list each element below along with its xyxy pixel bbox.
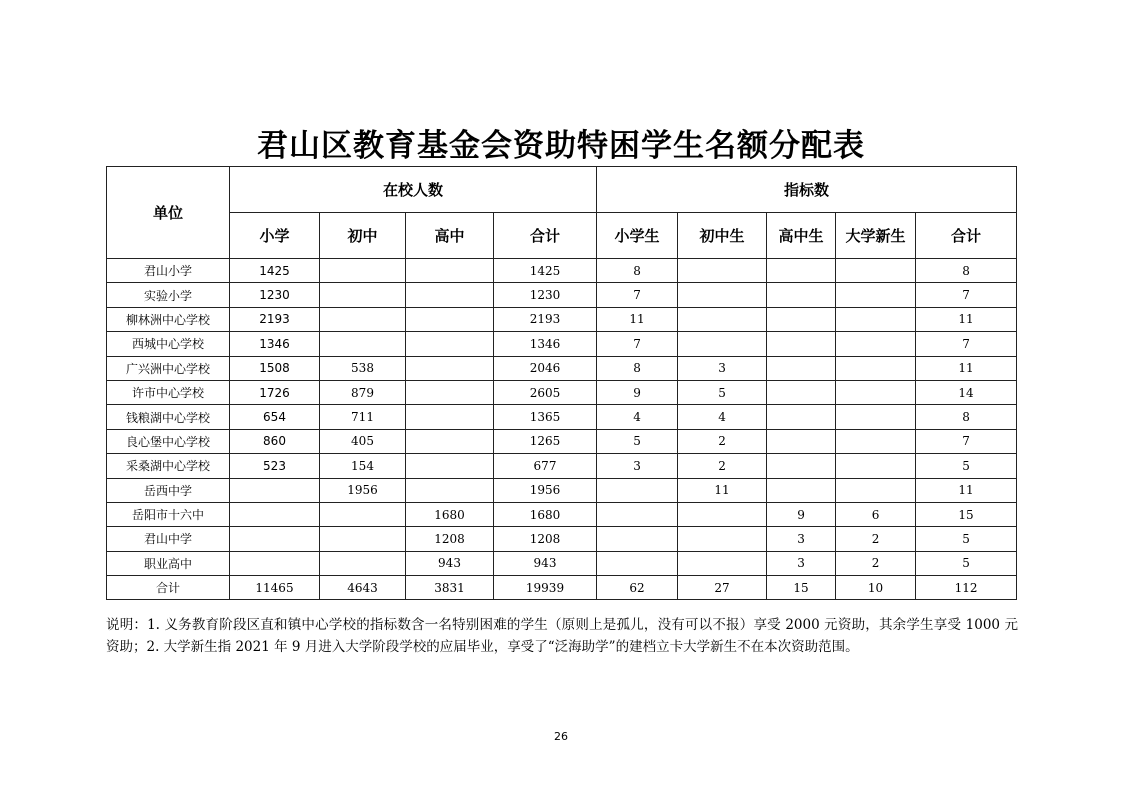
cell-enrolled-senior xyxy=(406,259,494,283)
cell-quota-primary xyxy=(597,551,678,575)
cell-quota-primary: 7 xyxy=(597,332,678,356)
cell-unit: 柳林洲中心学校 xyxy=(107,307,230,331)
cell-enrolled-total: 1230 xyxy=(494,283,597,307)
cell-enrolled-junior xyxy=(320,283,406,307)
cell-quota-senior: 9 xyxy=(767,502,836,526)
cell-quota-senior xyxy=(767,307,836,331)
cell-quota-primary xyxy=(597,527,678,551)
cell-quota-junior xyxy=(678,259,767,283)
header-enrolled-group: 在校人数 xyxy=(230,167,597,213)
cell-quota-total: 8 xyxy=(916,405,1017,429)
table-row xyxy=(107,259,1017,283)
cell-unit: 岳阳市十六中 xyxy=(107,502,230,526)
cell-enrolled-primary: 1230 xyxy=(230,283,320,307)
table-row xyxy=(107,429,1017,453)
cell-quota-junior xyxy=(678,307,767,331)
cell-quota-college xyxy=(836,283,916,307)
cell-enrolled-primary: 1508 xyxy=(230,356,320,380)
cell-quota-primary: 8 xyxy=(597,259,678,283)
cell-enrolled-senior: 3831 xyxy=(406,576,494,600)
header-quota-senior: 高中生 xyxy=(767,213,836,259)
cell-enrolled-primary xyxy=(230,527,320,551)
cell-enrolled-senior xyxy=(406,478,494,502)
cell-enrolled-senior: 943 xyxy=(406,551,494,575)
cell-enrolled-primary: 860 xyxy=(230,429,320,453)
cell-quota-college xyxy=(836,454,916,478)
cell-enrolled-total: 1346 xyxy=(494,332,597,356)
cell-enrolled-senior xyxy=(406,356,494,380)
cell-enrolled-junior xyxy=(320,551,406,575)
cell-quota-total: 11 xyxy=(916,356,1017,380)
cell-unit: 实验小学 xyxy=(107,283,230,307)
page-title: 君山区教育基金会资助特困学生名额分配表 xyxy=(257,128,865,164)
cell-enrolled-junior: 879 xyxy=(320,380,406,404)
header-enrolled-primary: 小学 xyxy=(230,213,320,259)
cell-quota-primary: 5 xyxy=(597,429,678,453)
header-quota-total: 合计 xyxy=(916,213,1017,259)
cell-quota-junior xyxy=(678,502,767,526)
cell-unit: 广兴洲中心学校 xyxy=(107,356,230,380)
header-quota-junior: 初中生 xyxy=(678,213,767,259)
table-row xyxy=(107,405,1017,429)
cell-enrolled-junior xyxy=(320,332,406,356)
cell-quota-junior: 4 xyxy=(678,405,767,429)
cell-enrolled-total: 19939 xyxy=(494,576,597,600)
cell-unit: 采桑湖中心学校 xyxy=(107,454,230,478)
cell-enrolled-senior: 1680 xyxy=(406,502,494,526)
cell-enrolled-senior xyxy=(406,429,494,453)
cell-enrolled-junior xyxy=(320,527,406,551)
cell-enrolled-primary: 523 xyxy=(230,454,320,478)
header-enrolled-junior: 初中 xyxy=(320,213,406,259)
cell-quota-total: 15 xyxy=(916,502,1017,526)
cell-enrolled-primary: 1425 xyxy=(230,259,320,283)
table-row xyxy=(107,527,1017,551)
cell-quota-primary xyxy=(597,502,678,526)
table-row xyxy=(107,307,1017,331)
cell-quota-primary: 4 xyxy=(597,405,678,429)
cell-unit: 良心堡中心学校 xyxy=(107,429,230,453)
cell-quota-college: 10 xyxy=(836,576,916,600)
cell-quota-senior xyxy=(767,429,836,453)
table-row xyxy=(107,502,1017,526)
cell-quota-junior: 2 xyxy=(678,429,767,453)
cell-quota-senior xyxy=(767,478,836,502)
cell-quota-junior: 27 xyxy=(678,576,767,600)
header-unit: 单位 xyxy=(107,167,230,259)
allocation-table xyxy=(106,166,1017,600)
cell-enrolled-junior: 1956 xyxy=(320,478,406,502)
page-number: 26 xyxy=(554,730,568,743)
cell-enrolled-total: 2193 xyxy=(494,307,597,331)
cell-unit: 钱粮湖中心学校 xyxy=(107,405,230,429)
header-enrolled-senior: 高中 xyxy=(406,213,494,259)
cell-enrolled-senior xyxy=(406,380,494,404)
table-row xyxy=(107,576,1017,600)
cell-unit: 合计 xyxy=(107,576,230,600)
cell-quota-senior xyxy=(767,356,836,380)
cell-quota-senior xyxy=(767,405,836,429)
cell-unit: 西城中心学校 xyxy=(107,332,230,356)
table-body xyxy=(107,259,1017,600)
table-row xyxy=(107,478,1017,502)
cell-enrolled-senior xyxy=(406,454,494,478)
cell-quota-college xyxy=(836,259,916,283)
cell-quota-college xyxy=(836,356,916,380)
cell-quota-senior xyxy=(767,454,836,478)
cell-enrolled-total: 2046 xyxy=(494,356,597,380)
cell-enrolled-primary: 1346 xyxy=(230,332,320,356)
cell-enrolled-primary: 11465 xyxy=(230,576,320,600)
cell-enrolled-total: 1425 xyxy=(494,259,597,283)
cell-enrolled-total: 2605 xyxy=(494,380,597,404)
cell-quota-total: 7 xyxy=(916,283,1017,307)
cell-enrolled-junior: 4643 xyxy=(320,576,406,600)
cell-quota-college: 6 xyxy=(836,502,916,526)
cell-quota-college xyxy=(836,405,916,429)
cell-unit: 许市中心学校 xyxy=(107,380,230,404)
cell-quota-total: 11 xyxy=(916,478,1017,502)
cell-quota-college: 2 xyxy=(836,527,916,551)
table-row xyxy=(107,283,1017,307)
cell-unit: 岳西中学 xyxy=(107,478,230,502)
cell-quota-college xyxy=(836,478,916,502)
cell-enrolled-total: 1365 xyxy=(494,405,597,429)
cell-quota-primary xyxy=(597,478,678,502)
cell-quota-college: 2 xyxy=(836,551,916,575)
cell-enrolled-total: 677 xyxy=(494,454,597,478)
cell-quota-senior xyxy=(767,380,836,404)
cell-quota-junior xyxy=(678,283,767,307)
cell-enrolled-total: 1208 xyxy=(494,527,597,551)
cell-quota-total: 5 xyxy=(916,527,1017,551)
cell-quota-junior xyxy=(678,551,767,575)
cell-quota-college xyxy=(836,429,916,453)
cell-quota-total: 11 xyxy=(916,307,1017,331)
cell-quota-total: 112 xyxy=(916,576,1017,600)
cell-quota-junior xyxy=(678,527,767,551)
cell-enrolled-senior xyxy=(406,332,494,356)
cell-quota-total: 5 xyxy=(916,454,1017,478)
header-enrolled-total: 合计 xyxy=(494,213,597,259)
cell-quota-senior xyxy=(767,283,836,307)
cell-enrolled-primary: 1726 xyxy=(230,380,320,404)
cell-quota-senior: 15 xyxy=(767,576,836,600)
cell-enrolled-junior xyxy=(320,259,406,283)
cell-enrolled-senior xyxy=(406,307,494,331)
cell-quota-senior: 3 xyxy=(767,551,836,575)
header-quota-group: 指标数 xyxy=(597,167,1017,213)
cell-enrolled-senior: 1208 xyxy=(406,527,494,551)
cell-enrolled-junior: 538 xyxy=(320,356,406,380)
cell-quota-primary: 9 xyxy=(597,380,678,404)
header-quota-primary: 小学生 xyxy=(597,213,678,259)
cell-quota-primary: 11 xyxy=(597,307,678,331)
cell-enrolled-primary xyxy=(230,551,320,575)
table-row xyxy=(107,454,1017,478)
cell-quota-junior: 11 xyxy=(678,478,767,502)
cell-enrolled-primary: 2193 xyxy=(230,307,320,331)
cell-quota-total: 5 xyxy=(916,551,1017,575)
cell-quota-college xyxy=(836,307,916,331)
cell-enrolled-junior xyxy=(320,307,406,331)
cell-enrolled-total: 1680 xyxy=(494,502,597,526)
header-quota-college: 大学新生 xyxy=(836,213,916,259)
cell-quota-total: 14 xyxy=(916,380,1017,404)
cell-enrolled-junior: 405 xyxy=(320,429,406,453)
cell-quota-primary: 7 xyxy=(597,283,678,307)
cell-quota-senior xyxy=(767,259,836,283)
cell-quota-primary: 8 xyxy=(597,356,678,380)
cell-enrolled-total: 1265 xyxy=(494,429,597,453)
cell-enrolled-junior: 154 xyxy=(320,454,406,478)
cell-quota-primary: 62 xyxy=(597,576,678,600)
cell-quota-junior: 3 xyxy=(678,356,767,380)
cell-enrolled-primary: 654 xyxy=(230,405,320,429)
cell-unit: 君山小学 xyxy=(107,259,230,283)
table-row xyxy=(107,332,1017,356)
cell-enrolled-senior xyxy=(406,283,494,307)
cell-quota-junior: 2 xyxy=(678,454,767,478)
cell-enrolled-total: 943 xyxy=(494,551,597,575)
cell-quota-total: 7 xyxy=(916,332,1017,356)
footnote: 说明：1. 义务教育阶段区直和镇中心学校的指标数含一名特别困难的学生（原则上是孤儿，没有可以不报）享受 2000 元资助，其余学生享受 1000 元资助；2. 大学新生指 2021 年 9 月进入大学阶段学校的应届毕业，享受了“泛海助学”的建档立卡大学新生不在本次资助范围。 xyxy=(106,617,1018,655)
cell-quota-junior: 5 xyxy=(678,380,767,404)
cell-quota-primary: 3 xyxy=(597,454,678,478)
cell-quota-college xyxy=(836,380,916,404)
table-row xyxy=(107,551,1017,575)
cell-quota-total: 7 xyxy=(916,429,1017,453)
cell-unit: 职业高中 xyxy=(107,551,230,575)
table-row xyxy=(107,380,1017,404)
cell-enrolled-primary xyxy=(230,478,320,502)
cell-quota-junior xyxy=(678,332,767,356)
cell-quota-senior: 3 xyxy=(767,527,836,551)
cell-enrolled-senior xyxy=(406,405,494,429)
cell-enrolled-junior: 711 xyxy=(320,405,406,429)
cell-unit: 君山中学 xyxy=(107,527,230,551)
cell-quota-total: 8 xyxy=(916,259,1017,283)
cell-quota-college xyxy=(836,332,916,356)
cell-enrolled-junior xyxy=(320,502,406,526)
cell-enrolled-total: 1956 xyxy=(494,478,597,502)
cell-quota-senior xyxy=(767,332,836,356)
table-row xyxy=(107,356,1017,380)
cell-enrolled-primary xyxy=(230,502,320,526)
